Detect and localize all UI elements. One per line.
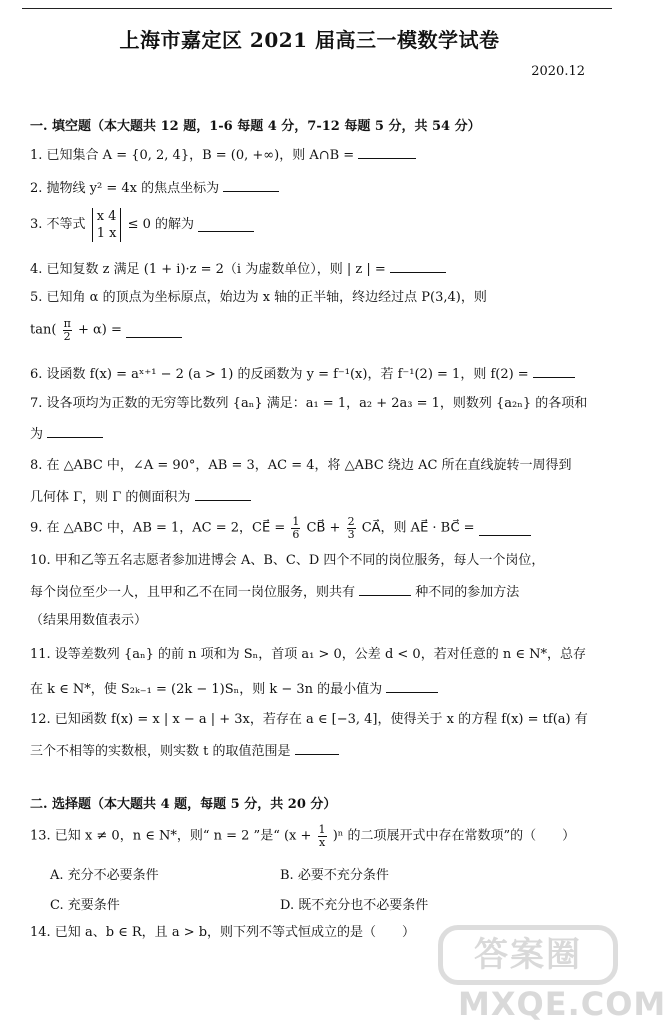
- question-8-text: 几何体 Γ，则 Γ 的侧面积为: [30, 490, 191, 505]
- question-12-text: 三个不相等的实数根，则实数 t 的取值范围是: [30, 744, 291, 759]
- answer-blank: [533, 364, 575, 378]
- watermark-site: MXQE.COM: [458, 985, 666, 1023]
- question-5-line-1: 5. 已知角 α 的顶点为坐标原点，始边为 x 轴的正半轴，终边经过点 P(3,4)，则: [30, 290, 487, 305]
- question-9-text: 9. 在 △ABC 中，AB = 1，AC = 2，CE⃗ =: [30, 520, 286, 536]
- question-7-line-2: [30, 424, 103, 444]
- answer-blank: [358, 145, 416, 159]
- question-1-text: 1. 已知集合 A = {0, 2, 4}，B = (0, +∞)，则 A∩B =: [30, 148, 355, 163]
- question-10-line-3: （结果用数值表示）: [30, 613, 148, 628]
- answer-blank: [126, 324, 182, 338]
- exam-date: 2020.12: [531, 64, 585, 79]
- answer-blank: [223, 178, 279, 192]
- question-5-line-2: [30, 318, 182, 343]
- question-11-text: 在 k ∈ N*，使 S₂ₖ₋₁ = (2k − 1)Sₙ，则 k − 3n 的最小值为: [30, 682, 383, 697]
- answer-blank: [386, 679, 438, 693]
- question-9-text-mid: CB⃗ +: [306, 520, 341, 536]
- question-7-line-1: 7. 设各项均为正数的无穷等比数列 {aₙ} 满足：a₁ = 1，a₂ + 2a₃ = 1，则数列 {a₂ₙ} 的各项和: [30, 396, 588, 411]
- question-14: 14. 已知 a、b ∈ R，且 a > b，则下列不等式恒成立的是（ ）: [30, 925, 416, 940]
- question-8-line-1: 8. 在 △ABC 中，∠A = 90°，AB = 3，AC = 4，将 △ABC 绕边 AC 所在直线旋转一周得到: [30, 458, 572, 473]
- answer-blank: [359, 582, 411, 596]
- question-12-line-1: 12. 已知函数 f(x) = x | x − a | + 3x，若存在 a ∈ [−3, 4]，使得关于 x 的方程 f(x) = tf(a) 有: [30, 712, 588, 727]
- answer-blank: [198, 218, 254, 232]
- determinant-row-2: 1 x: [96, 226, 117, 241]
- question-13-text: 13. 已知 x ≠ 0，n ∈ N*，则“ n = 2 ”是“ (x +: [30, 828, 312, 844]
- question-2: [30, 178, 279, 198]
- question-10-line-2: [30, 582, 519, 602]
- determinant: [92, 208, 122, 242]
- option-c[interactable]: C. 充要条件: [50, 898, 120, 913]
- section-2-heading: 二. 选择题（本大题共 4 题，每题 5 分，共 20 分）: [30, 797, 337, 812]
- question-10-text: 每个岗位至少一人，且甲和乙不在同一岗位服务，则共有: [30, 585, 356, 600]
- question-11-line-1: 11. 设等差数列 {aₙ} 的前 n 项和为 Sₙ，首项 a₁ > 0，公差 d < 0，若对任意的 n ∈ N*，总存: [30, 647, 586, 662]
- question-12-line-2: [30, 741, 339, 761]
- question-11-line-2: [30, 679, 438, 699]
- question-1: [30, 145, 416, 165]
- question-9: [30, 516, 531, 541]
- question-3-text: 3. 不等式: [30, 217, 86, 232]
- fraction-denominator: x: [318, 836, 326, 849]
- option-b[interactable]: B. 必要不充分条件: [280, 868, 389, 883]
- question-7-text: 为: [30, 427, 44, 442]
- fraction-denominator: 2: [63, 330, 71, 343]
- fraction: [347, 516, 356, 541]
- answer-blank: [195, 487, 251, 501]
- tan-suffix: + α) =: [77, 322, 122, 338]
- fraction-numerator: 2: [347, 515, 355, 528]
- fraction: [63, 318, 72, 343]
- top-rule: [22, 8, 612, 9]
- question-3: [30, 208, 254, 242]
- question-13: [30, 824, 575, 849]
- question-4: [30, 259, 446, 279]
- fraction-numerator: 1: [318, 823, 326, 836]
- tan-prefix: tan(: [30, 322, 57, 338]
- fraction-denominator: 6: [292, 528, 300, 541]
- watermark-logo: 答案圈: [438, 925, 618, 985]
- question-8-line-2: [30, 487, 251, 507]
- question-9-text-end: CA⃗，则 AE⃗ · BC⃗ =: [361, 520, 475, 536]
- answer-blank: [390, 259, 446, 273]
- question-6: [30, 364, 575, 384]
- question-4-text: 4. 已知复数 z 满足 (1 + i)·z = 2（i 为虚数单位），则 | z | =: [30, 262, 386, 277]
- fraction: [291, 516, 300, 541]
- question-13-text-end: )ⁿ 的二项展开式中存在常数项”的（ ）: [332, 828, 576, 844]
- question-10-line-1: 10. 甲和乙等五名志愿者参加进博会 A、B、C、D 四个不同的岗位服务，每人一个岗位，: [30, 553, 545, 568]
- answer-blank: [295, 741, 339, 755]
- fraction-numerator: π: [63, 317, 71, 330]
- page-title: 上海市嘉定区 2021 届高三一模数学试卷: [119, 28, 500, 52]
- question-6-text: 6. 设函数 f(x) = aˣ⁺¹ − 2 (a > 1) 的反函数为 y = f⁻¹(x)，若 f⁻¹(2) = 1，则 f(2) =: [30, 367, 529, 382]
- question-10-text-end: 种不同的参加方法: [415, 585, 520, 600]
- answer-blank: [47, 424, 103, 438]
- option-a[interactable]: A. 充分不必要条件: [50, 868, 159, 883]
- determinant-row-1: x 4: [96, 209, 117, 224]
- question-2-text: 2. 抛物线 y² = 4x 的焦点坐标为: [30, 181, 220, 196]
- fraction-denominator: 3: [347, 528, 355, 541]
- question-3-text-end: ≤ 0 的解为: [127, 217, 195, 232]
- fraction-numerator: 1: [292, 515, 300, 528]
- section-1-heading: 一. 填空题（本大题共 12 题，1-6 每题 4 分，7-12 每题 5 分，共 54 分）: [30, 119, 481, 134]
- option-d[interactable]: D. 既不充分也不必要条件: [280, 898, 429, 913]
- fraction: [318, 824, 327, 849]
- answer-blank: [479, 522, 531, 536]
